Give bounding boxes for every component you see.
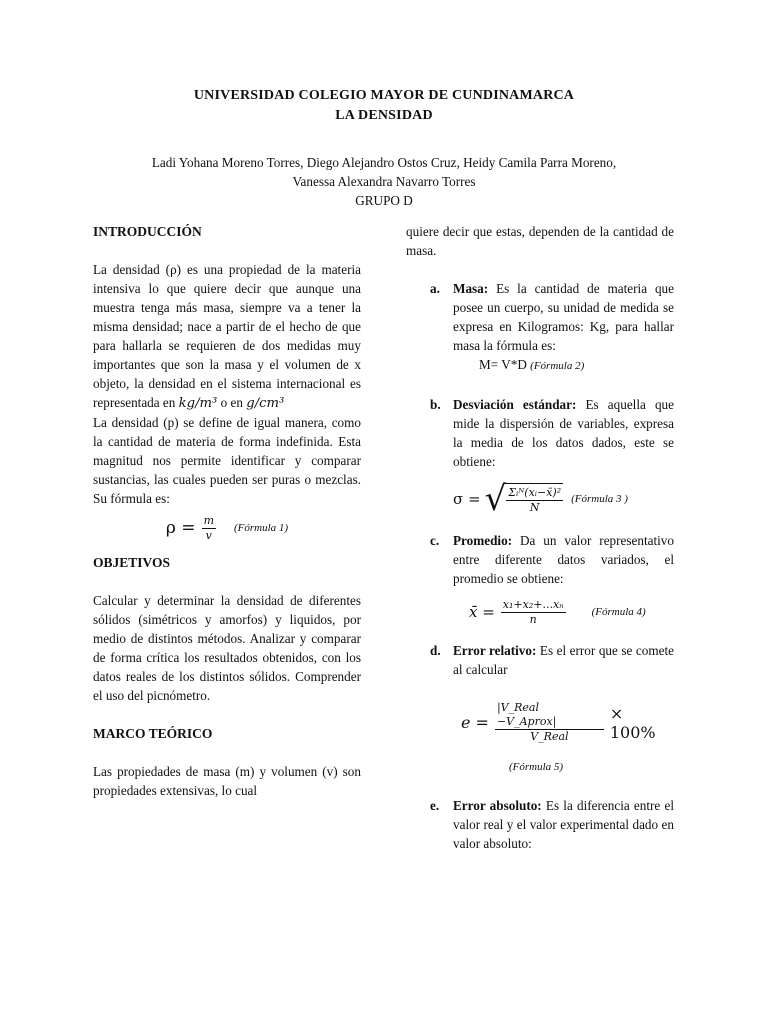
formula-3-ref: (Fórmula 3 ) xyxy=(571,492,628,505)
promedio-label: Promedio: xyxy=(453,533,513,548)
authors-line-2: Vanessa Alexandra Navarro Torres xyxy=(292,174,476,189)
continued-paragraph: quiere decir que estas, dependen de la cantidad de masa. xyxy=(406,224,674,258)
error-absoluto-text: Es la diferencia entre el valor real y el valor experimental dado en valor absoluto: xyxy=(453,798,674,851)
list-letter: b. xyxy=(430,397,441,412)
masa-text: Es la cantidad de materia que posee un cuerpo, su unidad de medida se expresa en Kilogramos: Kg, para hallar masa la fórmula es: xyxy=(453,281,674,353)
unit-kg-m3: kg/m³ xyxy=(178,396,218,411)
error-relativo-label: Error relativo: xyxy=(453,643,537,658)
formula-3-fraction xyxy=(506,483,563,515)
formula-3-denominator: N xyxy=(529,501,540,514)
intro-paragraph xyxy=(93,260,361,413)
list-item-desviacion xyxy=(406,395,674,519)
desviacion-label: Desviación estándar: xyxy=(453,397,577,412)
formula-4-denominator: n xyxy=(529,613,537,626)
list-letter: e. xyxy=(430,798,440,813)
formula-5-fraction xyxy=(495,701,604,744)
masa-label: Masa: xyxy=(453,281,489,296)
objetivos-heading: OBJETIVOS xyxy=(93,555,171,570)
formula-2 xyxy=(453,355,674,376)
formula-1-denominator: v xyxy=(205,529,212,542)
formula-4-ref: (Fórmula 4) xyxy=(591,606,646,618)
list-item-error-relativo xyxy=(406,641,674,777)
list-item-promedio xyxy=(406,531,674,627)
formula-3-numerator: Σᵢᴺ(xᵢ−x̄)² xyxy=(508,486,562,499)
left-column xyxy=(93,222,361,800)
formula-3-lhs: σ = xyxy=(453,489,481,508)
formula-5-lhs: e = xyxy=(461,713,489,732)
desviacion-text: Es aquella que mide la dispersión de variables, expresa la media de los datos dados, este se obtiene: xyxy=(453,397,674,469)
authors-line-1: Ladi Yohana Moreno Torres, Diego Alejandro Ostos Cruz, Heidy Camila Parra Moreno, xyxy=(151,155,617,170)
intro-text: La densidad (ρ) es una propiedad de la materia intensiva lo que quiere decir que aunque una muestra tenga más masa, siempre va a tener la misma densidad; nace a partir de el hecho de que para hallarla se requieren de dos medidas muy importantes que son la masa y el volumen de x objeto, la densidad en el sistema internacional es representada en xyxy=(93,262,361,410)
authors xyxy=(0,153,768,210)
list-letter: a. xyxy=(430,281,440,296)
formula-3 xyxy=(453,479,674,519)
objetivos-paragraph: Calcular y determinar la densidad de diferentes sólidos (simétricos y amorfos) y liquidos, por medio de distintos métodos. Analizar y comparar de forma crítica los resultados obtenidos, con los datos reales de los distintos sólidos. Comprender el uso del picnómetro. xyxy=(93,593,361,703)
formula-1-fraction xyxy=(202,514,216,543)
intro-or: o en xyxy=(220,395,243,410)
formula-5-denominator: V_Real xyxy=(530,730,569,743)
formula-5-rhs: × 100% xyxy=(609,703,656,742)
list-item-error-absoluto xyxy=(406,796,674,853)
unit-g-cm3: g/cm³ xyxy=(246,396,285,411)
error-absoluto-label: Error absoluto: xyxy=(453,798,542,813)
list-item-masa xyxy=(406,279,674,376)
formula-4-numerator: x₁+x₂+...xₙ xyxy=(502,598,564,611)
formula-1 xyxy=(93,514,361,543)
university-name: UNIVERSIDAD COLEGIO MAYOR DE CUNDINAMARCA xyxy=(193,88,575,103)
formula-4-lhs: x̄ = xyxy=(469,603,495,621)
formula-1-ref: (Fórmula 1) xyxy=(234,522,289,534)
formula-5 xyxy=(453,701,674,744)
list-letter: d. xyxy=(430,643,441,658)
formula-2-expr: M= V*D xyxy=(479,357,527,372)
list-letter: c. xyxy=(430,533,440,548)
marco-heading: MARCO TEÓRICO xyxy=(93,726,213,741)
paper-title: LA DENSIDAD xyxy=(335,108,433,123)
promedio-text: Da un valor representativo entre diferente datos variados, el promedio se obtiene: xyxy=(453,533,674,586)
formula-1-lhs: ρ = xyxy=(165,518,196,538)
formula-5-ref: (Fórmula 5) xyxy=(509,761,564,773)
sqrt-icon: √ xyxy=(484,479,507,519)
right-column xyxy=(406,222,674,853)
formula-1-numerator: m xyxy=(203,514,214,527)
intro-heading: INTRODUCCIÓN xyxy=(93,224,202,239)
intro-paragraph-2: La densidad (p) se define de igual manera, como la cantidad de materia de forma indefinida. Esta magnitud nos permite identificar y comparar sustancias, las cuales pueden ser puras o mezclas. Su fórmula es: xyxy=(93,415,361,506)
paper-header xyxy=(0,86,768,210)
marco-paragraph: Las propiedades de masa (m) y volumen (v) son propiedades extensivas, lo cual xyxy=(93,764,361,798)
formula-2-ref: (Fórmula 2) xyxy=(530,360,585,372)
formula-5-numerator: |V_Real −V_Aprox| xyxy=(495,701,604,730)
formula-4 xyxy=(453,598,674,627)
error-relativo-text: Es el error que se comete al calcular xyxy=(453,643,674,677)
formula-4-fraction xyxy=(501,598,566,627)
group-label: GRUPO D xyxy=(355,193,413,208)
